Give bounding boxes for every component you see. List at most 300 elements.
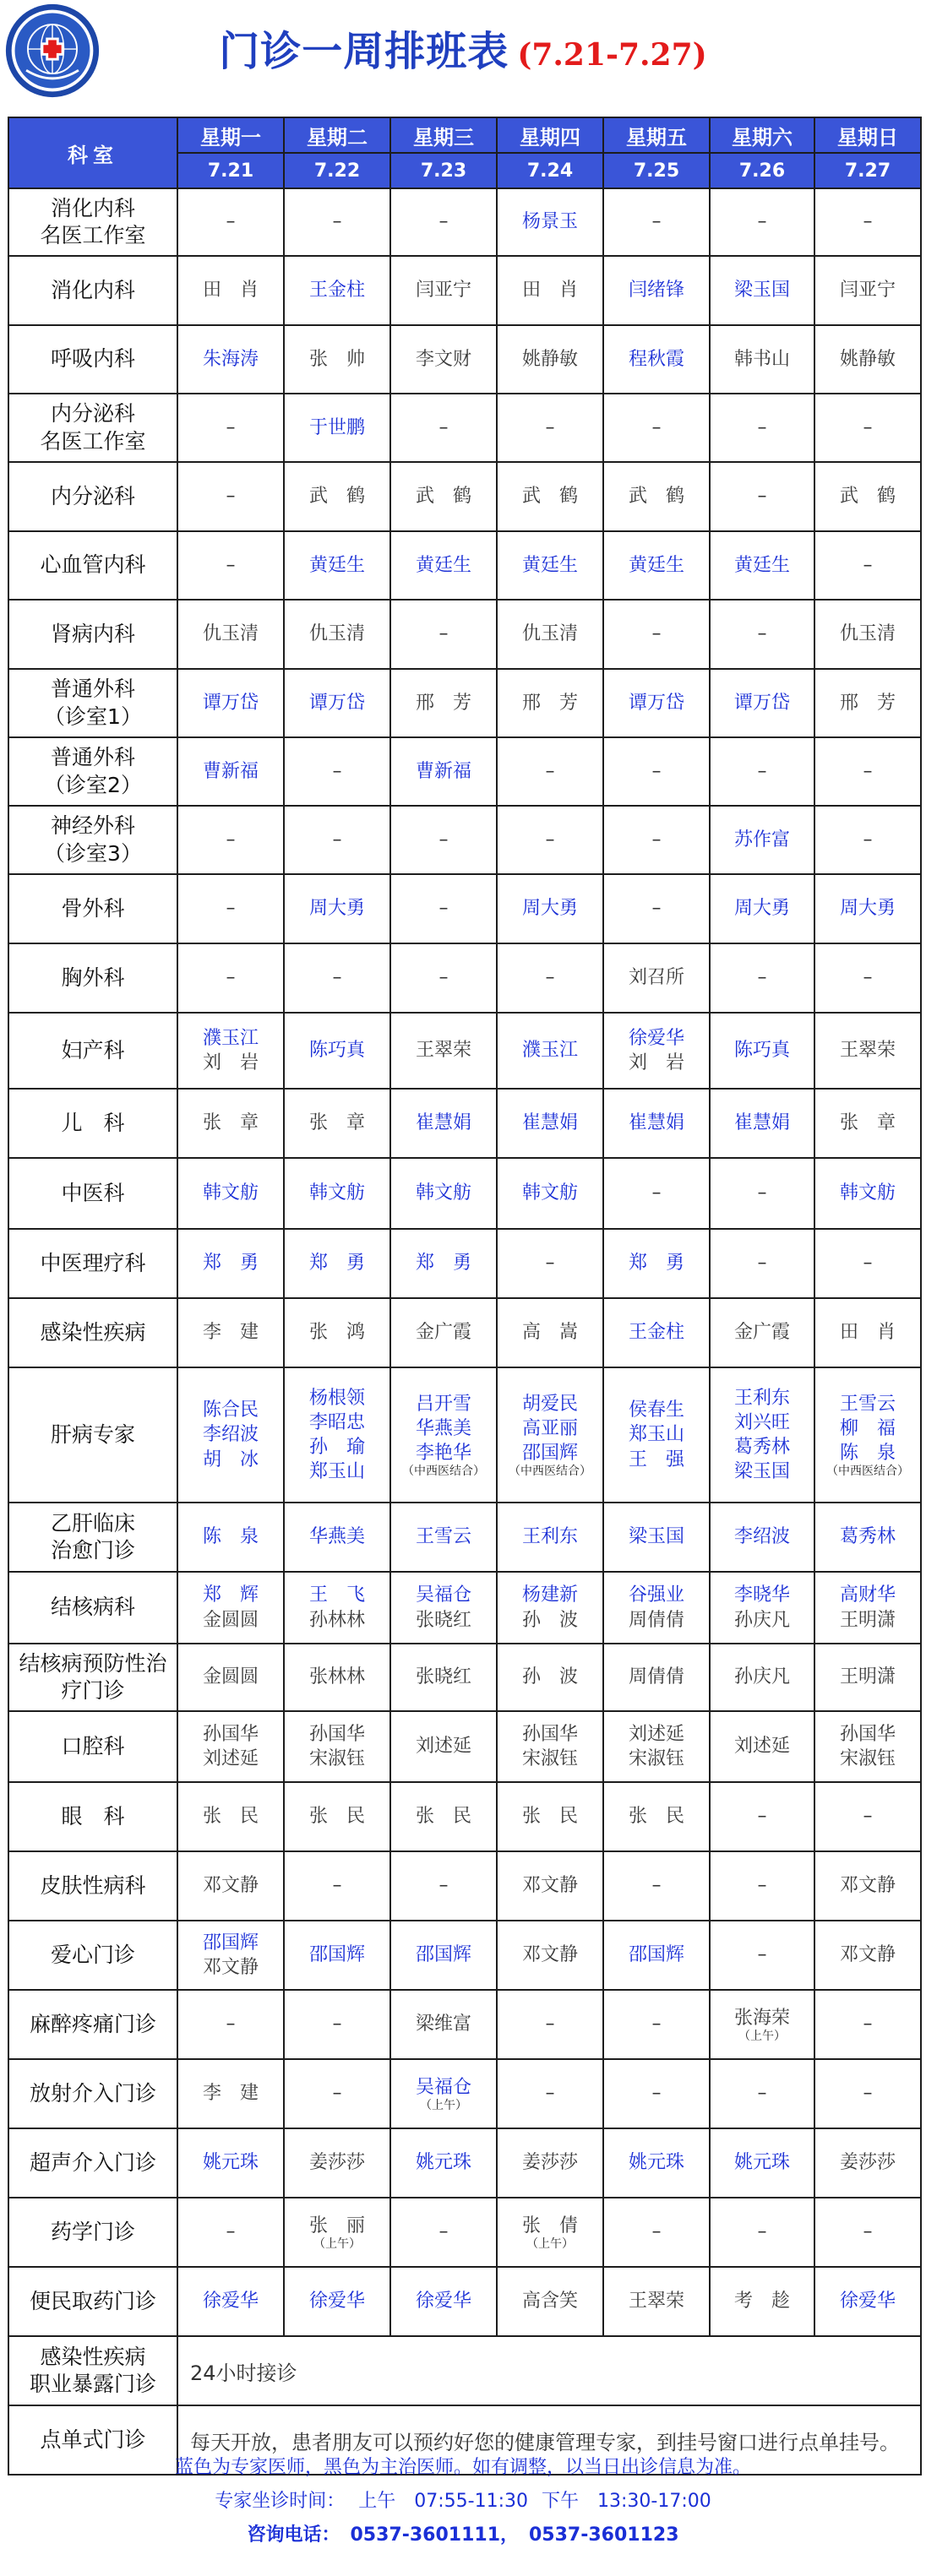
schedule-cell: [710, 737, 814, 806]
schedule-cell: [284, 1572, 390, 1644]
weekday-header: 星期三: [390, 117, 497, 153]
department-line: 普通外科: [50, 677, 135, 701]
table-row: [8, 325, 921, 394]
schedule-cell: [177, 394, 284, 462]
attending-doctor-name: 仇玉清: [202, 623, 259, 645]
schedule-cell: [284, 1229, 390, 1298]
department-name: [8, 1158, 177, 1229]
schedule-cell: [710, 1013, 814, 1089]
no-clinic-dash: –: [757, 1182, 767, 1204]
schedule-cell: [497, 1921, 603, 1990]
schedule-cell: [814, 2059, 921, 2128]
expert-doctor-name: 吕开雪: [415, 1393, 471, 1415]
schedule-cell: [177, 2198, 284, 2267]
expert-doctor-name: 郑 勇: [308, 1253, 365, 1274]
department-name: [8, 806, 177, 874]
schedule-cell: [284, 806, 390, 874]
expert-doctor-name: 李艳华: [415, 1442, 471, 1464]
no-clinic-dash: –: [863, 760, 873, 782]
department-line: 普通外科: [50, 745, 135, 769]
schedule-cell: [603, 806, 710, 874]
attending-doctor-name: 姚静敏: [521, 348, 578, 370]
no-clinic-dash: –: [863, 829, 873, 851]
weekday-header: 星期六: [710, 117, 814, 153]
attending-doctor-name: 邓文静: [202, 1957, 259, 1978]
no-clinic-dash: –: [226, 2014, 236, 2035]
no-clinic-dash: –: [226, 486, 236, 508]
expert-doctor-name: 曹新福: [202, 760, 259, 782]
schedule-cell: [603, 943, 710, 1013]
schedule-cell: [710, 600, 814, 669]
table-row: [8, 2198, 921, 2267]
schedule-cell: [284, 2198, 390, 2267]
department-line: 结核病预防性治: [19, 1650, 167, 1676]
schedule-cell: [603, 2128, 710, 2198]
table-row: [8, 874, 921, 943]
department-line: 名医工作室: [40, 223, 146, 247]
schedule-cell: [390, 462, 497, 531]
schedule-cell: [603, 1229, 710, 1298]
no-clinic-dash: –: [757, 1806, 767, 1828]
department-name: [8, 1298, 177, 1367]
expert-doctor-name: 韩文舫: [521, 1182, 578, 1204]
no-clinic-dash: –: [438, 211, 449, 233]
schedule-cell: [710, 1921, 814, 1990]
legend-note: 蓝色为专家医师，黑色为主治医师。如有调整，以当日出诊信息为准。: [174, 2457, 751, 2478]
schedule-cell: [814, 2267, 921, 2336]
expert-doctor-name: 程秋霞: [628, 348, 684, 370]
department-line: 药学门诊: [50, 2219, 135, 2244]
department-name: [8, 462, 177, 531]
schedule-cell: [603, 394, 710, 462]
schedule-cell: [177, 188, 284, 256]
department-line: 疗门诊: [61, 1678, 125, 1703]
attending-doctor-name: 刘 岩: [628, 1052, 684, 1073]
schedule-cell: [177, 2128, 284, 2198]
expert-doctor-name: 柳 福: [839, 1417, 896, 1439]
table-row: [8, 1572, 921, 1644]
no-clinic-dash: –: [332, 967, 342, 989]
schedule-cell: [814, 1158, 921, 1229]
expert-doctor-name: 邵国辉: [308, 1944, 365, 1966]
attending-doctor-name: 孙 波: [521, 1609, 578, 1631]
expert-doctor-name: 郑 勇: [628, 1253, 684, 1274]
schedule-cell: [390, 531, 497, 600]
attending-doctor-name: 张 鸿: [308, 1322, 365, 1344]
attending-doctor-name: 张 章: [839, 1112, 896, 1134]
expert-doctor-name: 黄廷生: [415, 554, 471, 576]
schedule-cell: [284, 394, 390, 462]
schedule-cell: [390, 1990, 497, 2059]
expert-doctor-name: 崔慧娟: [628, 1112, 684, 1134]
no-clinic-dash: –: [651, 1182, 662, 1204]
schedule-cell: [814, 188, 921, 256]
schedule-cell: [177, 531, 284, 600]
expert-doctor-name: 姚元珠: [733, 2152, 790, 2174]
no-clinic-dash: –: [545, 760, 555, 782]
table-row: [8, 1851, 921, 1921]
schedule-cell: [710, 1851, 814, 1921]
no-clinic-dash: –: [863, 2014, 873, 2035]
schedule-cell: [814, 256, 921, 325]
attending-doctor-name: 姚静敏: [839, 348, 896, 370]
schedule-cell: [177, 806, 284, 874]
expert-doctor-name: 周大勇: [839, 898, 896, 920]
schedule-cell: [284, 1367, 390, 1503]
no-clinic-dash: –: [863, 967, 873, 989]
attending-doctor-name: 邢 芳: [415, 692, 471, 714]
department-line: （诊室1）: [44, 704, 142, 729]
expert-doctor-name: 王雪云: [415, 1526, 471, 1548]
no-clinic-dash: –: [863, 211, 873, 233]
schedule-cell: [177, 1367, 284, 1503]
schedule-cell: [814, 2198, 921, 2267]
expert-doctor-name: 徐爱华: [628, 1027, 684, 1049]
table-row: [8, 1229, 921, 1298]
expert-doctor-name: 杨景玉: [521, 211, 578, 233]
table-row: [8, 737, 921, 806]
schedule-cell: [497, 1572, 603, 1644]
expert-doctor-name: 濮玉江: [521, 1040, 578, 1062]
department-line: 肾病内科: [50, 621, 135, 646]
date-header: 7.23: [390, 153, 497, 188]
department-line: 心血管内科: [40, 552, 146, 578]
department-line: 消化内科: [50, 277, 135, 302]
schedule-cell: [177, 1572, 284, 1644]
schedule-cell: [710, 2059, 814, 2128]
attending-doctor-name: 宋淑钰: [839, 1748, 896, 1769]
attending-doctor-name: 姜莎莎: [521, 2152, 578, 2174]
expert-doctor-name: 王 飞: [308, 1584, 365, 1606]
schedule-cell: [390, 188, 497, 256]
expert-doctor-name: 刘兴旺: [733, 1411, 790, 1433]
attending-doctor-name: 张 民: [202, 1806, 259, 1828]
expert-doctor-name: 崔慧娟: [521, 1112, 578, 1134]
no-clinic-dash: –: [863, 1806, 873, 1828]
schedule-cell: [390, 1782, 497, 1851]
schedule-cell: [497, 600, 603, 669]
department-line: 爱心门诊: [50, 1942, 135, 1967]
no-clinic-dash: –: [226, 2221, 236, 2243]
schedule-cell: [710, 462, 814, 531]
schedule-cell: [814, 1782, 921, 1851]
expert-doctor-name: 高亚丽: [521, 1417, 578, 1439]
schedule-cell: [603, 462, 710, 531]
department-line: 骨外科: [61, 895, 125, 921]
attending-doctor-name: 仇玉清: [308, 623, 365, 645]
table-row: [8, 943, 921, 1013]
schedule-cell: [710, 1367, 814, 1503]
expert-doctor-name: 王雪云: [839, 1393, 896, 1415]
schedule-cell: [497, 188, 603, 256]
schedule-cell: [603, 325, 710, 394]
attending-doctor-name: 孙国华: [202, 1723, 259, 1745]
table-row: [8, 1158, 921, 1229]
weekday-header: 星期一: [177, 117, 284, 153]
expert-doctor-name: 黄廷生: [733, 554, 790, 576]
attending-doctor-name: 孙国华: [839, 1723, 896, 1745]
table-row: [8, 1503, 921, 1572]
no-clinic-dash: –: [651, 2014, 662, 2035]
department-line: 神经外科: [50, 813, 135, 838]
attending-doctor-name: 孙国华: [308, 1723, 365, 1745]
attending-doctor-name: 仇玉清: [521, 623, 578, 645]
schedule-cell: [603, 2059, 710, 2128]
schedule-cell: [497, 806, 603, 874]
schedule-cell: [497, 394, 603, 462]
attending-doctor-name: 田 肖: [839, 1322, 896, 1344]
schedule-cell: [284, 1644, 390, 1711]
expert-doctor-name: 谭万岱: [628, 692, 684, 714]
schedule-cell: [390, 2128, 497, 2198]
schedule-cell: [390, 2198, 497, 2267]
expert-doctor-name: 高财华: [839, 1584, 896, 1606]
date-header: 7.25: [603, 153, 710, 188]
expert-doctor-name: 黄廷生: [521, 554, 578, 576]
department-line: 中医理疗科: [40, 1250, 146, 1275]
department-name: [8, 600, 177, 669]
department-line: 结核病科: [50, 1595, 135, 1620]
no-clinic-dash: –: [332, 1875, 342, 1897]
attending-doctor-name: 张 帅: [308, 348, 365, 370]
expert-doctor-name: 韩文舫: [202, 1182, 259, 1204]
expert-doctor-name: 王利东: [733, 1387, 790, 1409]
department-name: [8, 394, 177, 462]
department-name: [8, 1089, 177, 1158]
phone-label: 咨询电话：: [247, 2524, 340, 2546]
schedule-cell: [710, 256, 814, 325]
schedule-cell: [814, 1711, 921, 1782]
schedule-cell: [603, 669, 710, 737]
no-clinic-dash: –: [545, 829, 555, 851]
schedule-cell: [497, 2267, 603, 2336]
no-clinic-dash: –: [651, 2083, 662, 2105]
expert-doctor-name: 王金柱: [628, 1322, 684, 1344]
department-name: [8, 1367, 177, 1503]
no-clinic-dash: –: [757, 416, 767, 438]
schedule-cell: [814, 1089, 921, 1158]
table-row: [8, 394, 921, 462]
no-clinic-dash: –: [226, 554, 236, 576]
schedule-cell: [603, 737, 710, 806]
expert-doctor-name: 苏作富: [733, 829, 790, 851]
schedule-cell: [710, 1158, 814, 1229]
attending-doctor-name: 梁维富: [415, 2014, 471, 2035]
page-title: [0, 19, 926, 77]
schedule-cell: [390, 2267, 497, 2336]
schedule-cell: [497, 874, 603, 943]
table-row: [8, 669, 921, 737]
attending-doctor-name: 田 肖: [202, 280, 259, 302]
schedule-cell: [814, 1229, 921, 1298]
schedule-cell: [497, 1711, 603, 1782]
schedule-cell: [284, 188, 390, 256]
schedule-cell: [497, 1013, 603, 1089]
schedule-cell: [710, 806, 814, 874]
schedule-cell: [284, 874, 390, 943]
no-clinic-dash: –: [863, 2221, 873, 2243]
table-row: [8, 1644, 921, 1711]
attending-doctor-name: 闫亚宁: [839, 280, 896, 302]
no-clinic-dash: –: [757, 1875, 767, 1897]
hours-morning: 上午 07:55-11:30: [358, 2491, 528, 2512]
session-note: （中西医结合）: [826, 1464, 909, 1478]
schedule-cell: [390, 256, 497, 325]
schedule-cell: [177, 1644, 284, 1711]
expert-doctor-name: 崔慧娟: [415, 1112, 471, 1134]
schedule-cell: [497, 1367, 603, 1503]
department-name: [8, 2198, 177, 2267]
attending-doctor-name: 金广霞: [733, 1322, 790, 1344]
attending-doctor-name: 金圆圆: [202, 1666, 259, 1688]
schedule-cell: [284, 1851, 390, 1921]
schedule-cell: [497, 943, 603, 1013]
no-clinic-dash: –: [226, 829, 236, 851]
schedule-cell: [284, 256, 390, 325]
schedule-cell: [390, 1158, 497, 1229]
expert-doctor-name: 李晓华: [733, 1584, 790, 1606]
attending-doctor-name: 王翠荣: [415, 1040, 471, 1062]
no-clinic-dash: –: [863, 1253, 873, 1274]
no-clinic-dash: –: [438, 2221, 449, 2243]
schedule-cell: [390, 1367, 497, 1503]
no-clinic-dash: –: [757, 486, 767, 508]
no-clinic-dash: –: [651, 2221, 662, 2243]
expert-doctor-name: 郑 辉: [202, 1584, 259, 1606]
schedule-cell: [497, 1298, 603, 1367]
schedule-cell: [814, 874, 921, 943]
no-clinic-dash: –: [757, 967, 767, 989]
expert-doctor-name: 徐爱华: [839, 2291, 896, 2312]
table-row: [8, 2336, 921, 2405]
attending-doctor-name: 金广霞: [415, 1322, 471, 1344]
attending-doctor-name: 张 民: [628, 1806, 684, 1828]
expert-doctor-name: 华燕美: [415, 1417, 471, 1439]
schedule-cell: [390, 806, 497, 874]
schedule-cell: [390, 669, 497, 737]
schedule-cell: [390, 1013, 497, 1089]
schedule-cell: [177, 600, 284, 669]
schedule-cell: [390, 394, 497, 462]
expert-doctor-name: 于世鹏: [308, 416, 365, 438]
expert-doctor-name: 邵国辉: [628, 1944, 684, 1966]
schedule-cell: [814, 600, 921, 669]
schedule-cell: [284, 1013, 390, 1089]
expert-doctor-name: 陈巧真: [733, 1040, 790, 1062]
department-line: 名医工作室: [40, 428, 146, 454]
schedule-cell: [710, 531, 814, 600]
schedule-cell: [814, 1367, 921, 1503]
department-line: 放射介入门诊: [29, 2080, 156, 2106]
table-row: [8, 806, 921, 874]
expert-doctor-name: 华燕美: [308, 1526, 365, 1548]
weekday-header: 星期二: [284, 117, 390, 153]
expert-doctor-name: 梁玉国: [733, 1461, 790, 1483]
department-line: 麻醉疼痛门诊: [29, 2011, 156, 2036]
schedule-cell: [603, 1158, 710, 1229]
no-clinic-dash: –: [651, 829, 662, 851]
schedule-cell: [710, 2128, 814, 2198]
schedule-cell: [603, 2198, 710, 2267]
no-clinic-dash: –: [651, 211, 662, 233]
schedule-cell: [814, 669, 921, 737]
schedule-cell: [177, 1711, 284, 1782]
department-line: 内分泌科: [50, 401, 135, 426]
expert-doctor-name: 韩文舫: [415, 1182, 471, 1204]
no-clinic-dash: –: [757, 211, 767, 233]
department-name: [8, 1851, 177, 1921]
table-row: [8, 188, 921, 256]
expert-doctor-name: 邵国辉: [521, 1442, 578, 1464]
department-name: [8, 531, 177, 600]
expert-doctor-name: 李绍波: [202, 1424, 259, 1446]
department-line: 呼吸内科: [50, 346, 135, 372]
department-line: 儿 科: [61, 1110, 125, 1135]
attending-doctor-name: 张 倩: [521, 2215, 578, 2236]
no-clinic-dash: –: [226, 967, 236, 989]
attending-doctor-name: 邓文静: [521, 1875, 578, 1897]
department-name: [8, 1921, 177, 1990]
no-clinic-dash: –: [651, 898, 662, 920]
schedule-cell: [814, 531, 921, 600]
department-line: （诊室2）: [44, 772, 142, 797]
schedule-cell: [497, 2059, 603, 2128]
schedule-cell: [814, 1298, 921, 1367]
schedule-cell: [497, 256, 603, 325]
department-name: [8, 2336, 177, 2405]
no-clinic-dash: –: [226, 211, 236, 233]
expert-doctor-name: 孙 瑜: [308, 1437, 365, 1458]
expert-doctor-name: 梁玉国: [628, 1526, 684, 1548]
expert-doctor-name: 吴福仓: [415, 2076, 471, 2098]
schedule-cell: [497, 1782, 603, 1851]
attending-doctor-name: 张 丽: [308, 2215, 365, 2236]
attending-doctor-name: 张 章: [308, 1112, 365, 1134]
schedule-cell: [390, 2059, 497, 2128]
weekday-header-row: [8, 117, 921, 153]
expert-doctor-name: 徐爱华: [202, 2291, 259, 2312]
department-name: [8, 1644, 177, 1711]
department-line: 便民取药门诊: [29, 2288, 156, 2313]
no-clinic-dash: –: [545, 2083, 555, 2105]
schedule-cell: [603, 1711, 710, 1782]
schedule-cell: [177, 1298, 284, 1367]
schedule-cell: [603, 600, 710, 669]
attending-doctor-name: 孙国华: [521, 1723, 578, 1745]
no-clinic-dash: –: [545, 967, 555, 989]
schedule-cell: [284, 600, 390, 669]
schedule-cell: [497, 1158, 603, 1229]
expert-doctor-name: 杨根领: [308, 1387, 365, 1409]
schedule-cell: [284, 462, 390, 531]
no-clinic-dash: –: [757, 760, 767, 782]
schedule-cell: [390, 1921, 497, 1990]
schedule-cell: [814, 1921, 921, 1990]
expert-doctor-name: 吴福仓: [415, 1584, 471, 1606]
table-row: [8, 2267, 921, 2336]
attending-doctor-name: 姜莎莎: [839, 2152, 896, 2174]
attending-doctor-name: 张 民: [308, 1806, 365, 1828]
attending-doctor-name: 刘述延: [415, 1736, 471, 1758]
schedule-cell: [390, 943, 497, 1013]
no-clinic-dash: –: [863, 416, 873, 438]
expert-doctor-name: 徐爱华: [308, 2291, 365, 2312]
department-name: [8, 2059, 177, 2128]
attending-doctor-name: 周倩倩: [628, 1609, 684, 1631]
no-clinic-dash: –: [226, 898, 236, 920]
schedule-cell: [710, 669, 814, 737]
department-name: [8, 2267, 177, 2336]
